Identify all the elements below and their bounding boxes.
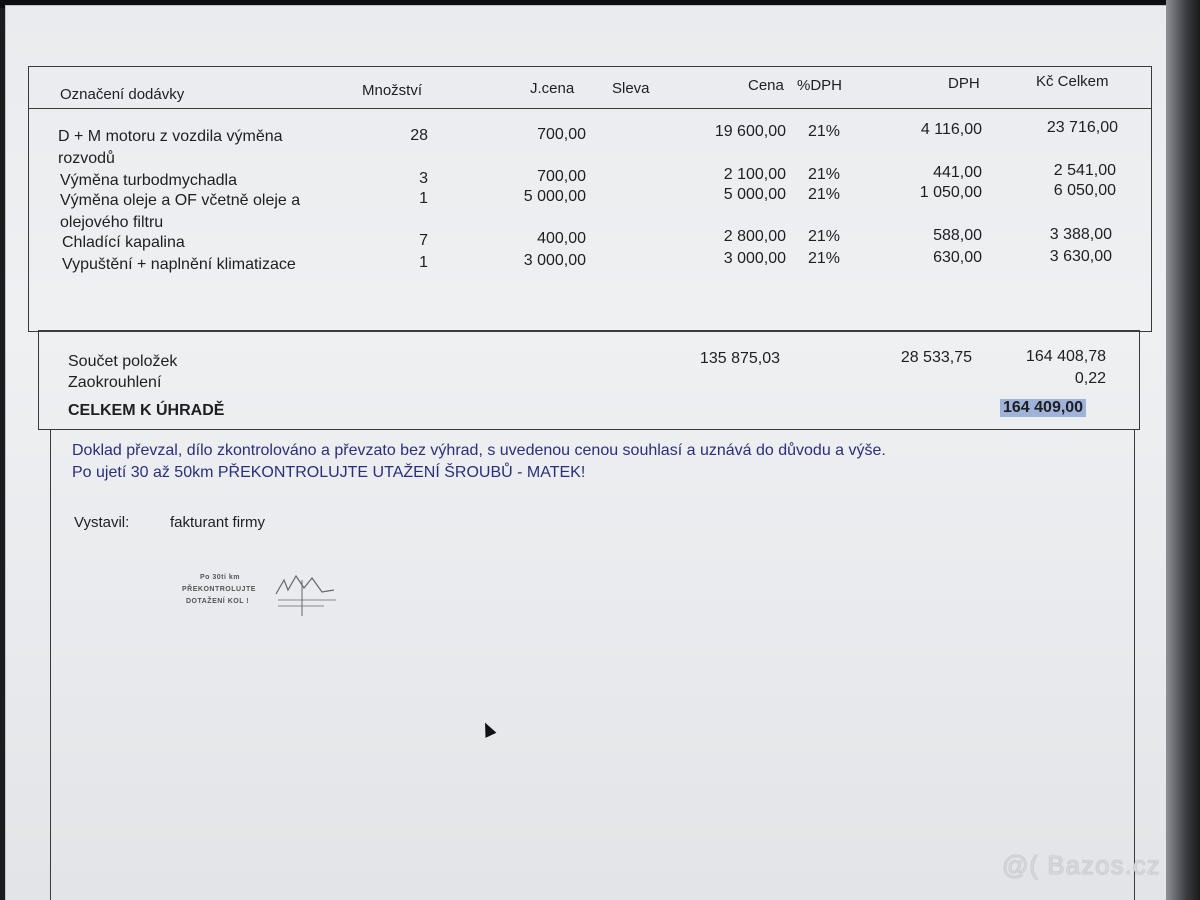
row-1-qty: 28 <box>410 127 428 144</box>
row-1-item-cont: rozvodů <box>58 150 115 167</box>
row-4-qty: 7 <box>419 232 428 249</box>
row-5-unit-price: 3 000,00 <box>523 252 586 269</box>
row-2-vat-rate: 21% <box>808 166 841 183</box>
note-acceptance: Doklad převzal, dílo zkontrolováno a převzato bez výhrad, s uvedenou cenou souhlasí a uznává do důvodu a výše. <box>72 442 886 459</box>
row-4-total: 3 388,00 <box>1049 226 1112 243</box>
header-vat-rate: %DPH <box>797 77 843 94</box>
row-1-vat: 4 116,00 <box>920 121 982 138</box>
issuer-name: fakturant firmy <box>170 514 266 531</box>
header-total: Kč Celkem <box>1036 73 1109 90</box>
row-1-total: 23 716,00 <box>1046 119 1118 136</box>
row-4-unit-price: 400,00 <box>537 230 586 247</box>
row-2-vat: 441,00 <box>933 164 982 181</box>
watermark: @( Bazos.cz <box>1002 850 1161 880</box>
row-5-qty: 1 <box>419 254 428 271</box>
row-3-total: 6 050,00 <box>1053 182 1116 199</box>
row-1-vat-rate: 21% <box>808 123 841 140</box>
row-4-item: Chladící kapalina <box>62 234 185 251</box>
row-2-price: 2 100,00 <box>723 166 786 183</box>
row-4-vat: 588,00 <box>933 227 982 244</box>
stamp-line-2: PŘEKONTROLUJTE <box>182 586 256 593</box>
row-5-item: Vypuštění + naplnění klimatizace <box>62 256 296 273</box>
row-3-item: Výměna oleje a OF včetně oleje a <box>60 192 301 209</box>
header-unit-price: J.cena <box>530 80 575 97</box>
sum-label: Součet položek <box>68 353 178 370</box>
row-1-item: D + M motoru z vozdila výměna <box>58 128 283 145</box>
header-qty: Množství <box>362 82 423 99</box>
stamp-logo-icon <box>274 570 344 618</box>
row-2-qty: 3 <box>419 170 428 187</box>
row-5-price: 3 000,00 <box>723 250 786 267</box>
row-3-qty: 1 <box>419 190 428 207</box>
notes-left-border <box>50 430 51 900</box>
grand-total-label: CELKEM K ÚHRADĚ <box>68 402 225 419</box>
sum-price: 135 875,03 <box>699 350 780 367</box>
row-4-vat-rate: 21% <box>808 228 841 245</box>
monitor-bezel-right <box>1166 0 1200 900</box>
row-5-total: 3 630,00 <box>1049 248 1112 265</box>
notes-right-border <box>1134 430 1135 900</box>
stamp-line-1: Po 30ti km <box>200 574 241 581</box>
header-price: Cena <box>748 77 784 94</box>
rounding-value: 0,22 <box>1074 370 1106 387</box>
header-vat: DPH <box>948 75 980 92</box>
row-3-item-cont: olejového filtru <box>60 214 164 231</box>
sum-vat: 28 533,75 <box>900 349 972 366</box>
stamp-line-3: DOTAŽENÍ KOL ! <box>186 598 250 605</box>
row-3-unit-price: 5 000,00 <box>523 188 586 205</box>
row-4-price: 2 800,00 <box>723 228 786 245</box>
row-2-total: 2 541,00 <box>1053 162 1116 179</box>
header-discount: Sleva <box>612 80 650 97</box>
issuer-label: Vystavil: <box>74 514 130 531</box>
row-1-unit-price: 700,00 <box>537 126 586 143</box>
note-bolt-check: Po ujetí 30 až 50km PŘEKONTROLUJTE UTAŽENÍ ŠROUBŮ - MATEK! <box>72 464 586 481</box>
row-5-vat: 630,00 <box>933 249 982 266</box>
sum-total: 164 408,78 <box>1025 348 1106 365</box>
row-3-price: 5 000,00 <box>723 186 786 203</box>
company-stamp <box>178 570 348 620</box>
row-5-vat-rate: 21% <box>808 250 841 267</box>
row-3-vat: 1 050,00 <box>919 184 982 201</box>
rounding-label: Zaokrouhlení <box>68 374 162 391</box>
row-1-price: 19 600,00 <box>714 123 786 140</box>
row-2-item: Výměna turbodmychadla <box>60 172 237 189</box>
row-3-vat-rate: 21% <box>808 186 841 203</box>
row-2-unit-price: 700,00 <box>537 168 586 185</box>
grand-total-value: 164 409,00 <box>1000 399 1086 417</box>
header-divider <box>28 108 1152 109</box>
header-item: Označení dodávky <box>60 86 185 103</box>
